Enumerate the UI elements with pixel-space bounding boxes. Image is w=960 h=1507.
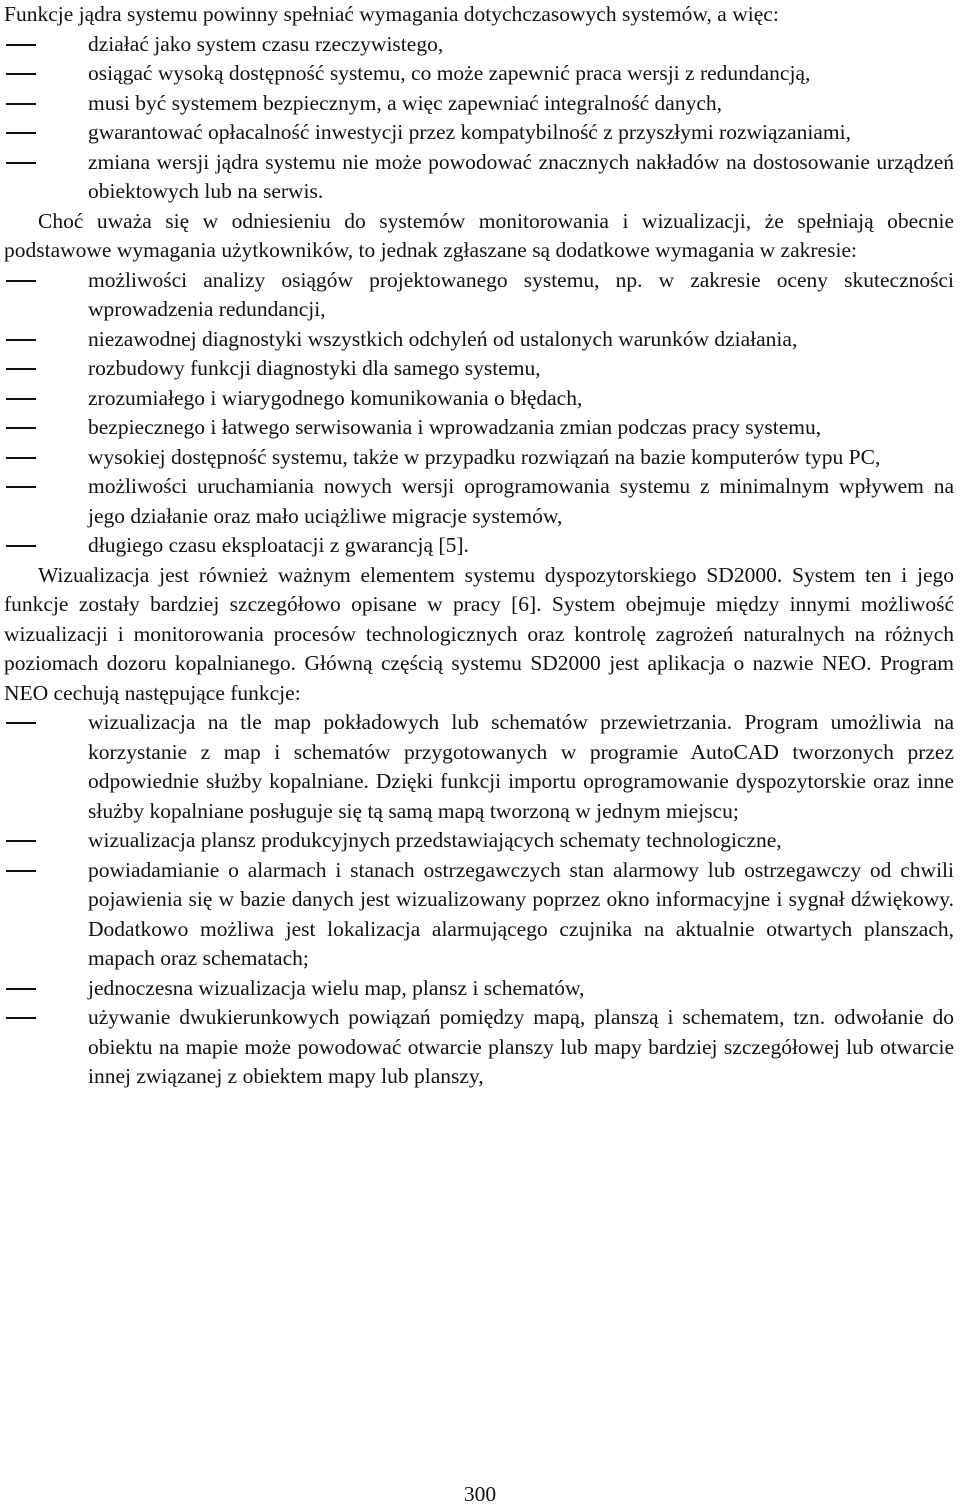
list-item: możliwości analizy osiągów projektowanego systemu, np. w zakresie oceny skuteczności wprowadzenia redundancji, — [4, 266, 954, 325]
additional-requirements-list — [4, 266, 954, 561]
requirements-list — [4, 30, 954, 207]
list-item: gwarantować opłacalność inwestycji przez kompatybilność z przyszłymi rozwiązaniami, — [4, 118, 954, 148]
list-item: wizualizacja na tle map pokładowych lub schematów przewietrzania. Program umożliwia na korzystanie z map i schematów przygotowanych w programie AutoCAD tworzonych przez odpowiednie służby kopalniane. Dzięki funkcji importu oprogramowanie dyspozytorskie oraz inne służby kopalniane posługuje się tą samą mapą tworzoną w jednym miejscu; — [4, 708, 954, 826]
list-item: niezawodnej diagnostyki wszystkich odchyleń od ustalonych warunków działania, — [4, 325, 954, 355]
list-item: wizualizacja plansz produkcyjnych przedstawiających schematy technologiczne, — [4, 826, 954, 856]
list-item: powiadamianie o alarmach i stanach ostrzegawczych stan alarmowy lub ostrzegawczy od chwili pojawienia się w bazie danych jest wizualizowany poprzez okno informacyjne i sygnał dźwiękowy. Dodatkowo możliwa jest lokalizacja alarmującego czujnika na aktualnie otwartych planszach, mapach oraz schematach; — [4, 856, 954, 974]
list-item: osiągać wysoką dostępność systemu, co może zapewnić praca wersji z redundancją, — [4, 59, 954, 89]
additional-requirements-paragraph: Choć uważa się w odniesieniu do systemów monitorowania i wizualizacji, że spełniają obecnie podstawowe wymagania użytkowników, to jednak zgłaszane są dodatkowe wymagania w zakresie: — [4, 208, 954, 262]
list-item: wysokiej dostępność systemu, także w przypadku rozwiązań na bazie komputerów typu PC, — [4, 443, 954, 473]
list-item: długiego czasu eksploatacji z gwarancją [5]. — [4, 531, 954, 561]
list-item: zmiana wersji jądra systemu nie może powodować znacznych nakładów na dostosowanie urządzeń obiektowych lub na serwis. — [4, 148, 954, 207]
list-item: działać jako system czasu rzeczywistego, — [4, 30, 954, 60]
page-number: 300 — [463, 1482, 497, 1506]
list-item: musi być systemem bezpiecznym, a więc zapewniać integralność danych, — [4, 89, 954, 119]
document-page — [4, 0, 954, 1092]
list-item: jednoczesna wizualizacja wielu map, plansz i schematów, — [4, 974, 954, 1004]
list-item: zrozumiałego i wiarygodnego komunikowania o błędach, — [4, 384, 954, 414]
neo-functions-list — [4, 708, 954, 1092]
list-item: bezpiecznego i łatwego serwisowania i wprowadzania zmian podczas pracy systemu, — [4, 413, 954, 443]
intro-paragraph: Funkcje jądra systemu powinny spełniać wymagania dotychczasowych systemów, a więc: — [4, 2, 779, 26]
list-item: używanie dwukierunkowych powiązań pomiędzy mapą, planszą i schematem, tzn. odwołanie do obiektu na mapie może powodować otwarcie planszy lub mapy bardziej szczegółowej lub otwarcie innej związanej z obiektem mapy lub planszy, — [4, 1003, 954, 1092]
sd2000-paragraph: Wizualizacja jest również ważnym elementem systemu dyspozytorskiego SD2000. System ten i jego funkcje zostały bardziej szczegółowo opisane w pracy [6]. System obejmuje między innymi możliwość wizualizacji i monitorowania procesów technologicznych oraz kontrolę zagrożeń naturalnych na różnych poziomach dozoru kopalnianego. Główną częścią systemu SD2000 jest aplikacja o nazwie NEO. Program NEO cechują następujące funkcje: — [4, 562, 954, 705]
list-item: rozbudowy funkcji diagnostyki dla samego systemu, — [4, 354, 954, 384]
list-item: możliwości uruchamiania nowych wersji oprogramowania systemu z minimalnym wpływem na jego działanie oraz mało uciążliwe migracje systemów, — [4, 472, 954, 531]
